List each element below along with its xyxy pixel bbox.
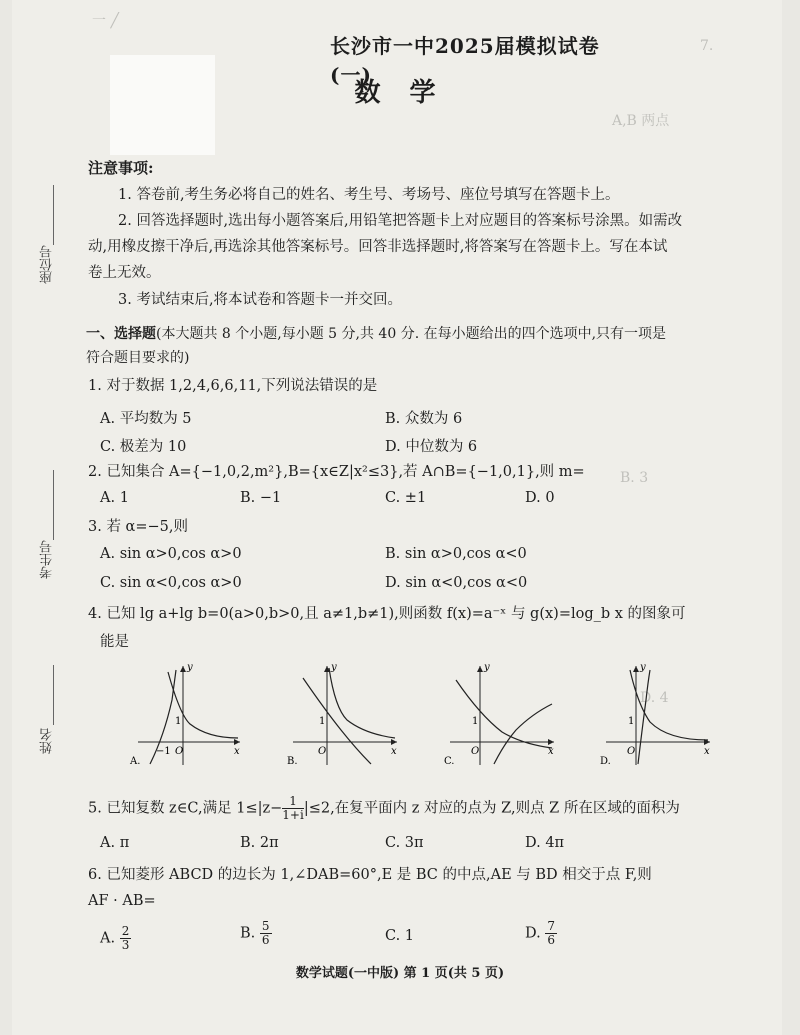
q1-option-a: A. 平均数为 5 bbox=[100, 411, 192, 427]
section-1-desc-1: (本大题共 8 个小题,每小题 5 分,共 40 分. 在每小题给出的四个选项中,只有一项是 bbox=[156, 326, 667, 342]
q5-option-b: B. 2π bbox=[240, 835, 279, 851]
side-label-seat: 座位号 bbox=[40, 245, 55, 284]
q6-option-d bbox=[525, 920, 557, 947]
q5-frac-num: 1 bbox=[282, 795, 304, 809]
q6-a-num: 2 bbox=[121, 924, 130, 938]
q4-stem-1: 4. 已知 lg a+lg b=0(a>0,b>0,且 a≠1,b≠1),则函数 f(x)=a⁻ˣ 与 g(x)=log_b x 的图象可 bbox=[88, 606, 686, 622]
q5-option-a: A. π bbox=[100, 835, 130, 851]
q4d-origin: O bbox=[627, 746, 636, 757]
q6-b-label: B. bbox=[240, 925, 256, 942]
side-label-name: 姓名 bbox=[40, 728, 55, 754]
q6-d-num: 7 bbox=[547, 919, 555, 933]
note-2b: 动,用橡皮擦干净后,再选涂其他答案标号。回答非选择题时,将答案写在答题卡上。写在本试 bbox=[88, 239, 668, 255]
q5-fraction bbox=[282, 795, 304, 822]
subject-title: 数 学 bbox=[354, 78, 446, 108]
q4-graph-c bbox=[442, 660, 562, 770]
q1-option-b: B. 众数为 6 bbox=[385, 411, 463, 427]
q4d-axis-x: x bbox=[704, 746, 710, 757]
q3-stem: 3. 若 α=−5,则 bbox=[88, 519, 188, 535]
side-line-seat bbox=[53, 185, 54, 245]
q4a-origin: O bbox=[175, 746, 184, 757]
q1-option-c: C. 极差为 10 bbox=[100, 439, 187, 455]
q2-option-a: A. 1 bbox=[100, 490, 129, 506]
q4c-label: C. bbox=[444, 756, 455, 767]
q6-stem-2: AF · AB= bbox=[88, 893, 156, 909]
bleed-through-right-4: D. 4 bbox=[640, 690, 669, 706]
q4d-axis-y: y bbox=[640, 662, 646, 673]
notes-heading: 注意事项: bbox=[88, 159, 154, 177]
q6-option-a bbox=[100, 925, 131, 952]
page-footer: 数学试题(一中版) 第 1 页(共 5 页) bbox=[295, 966, 505, 981]
note-1: 1. 答卷前,考生务必将自己的姓名、考生号、考场号、座位号填写在答题卡上。 bbox=[118, 187, 620, 203]
q2-stem: 2. 已知集合 A={−1,0,2,m²},B={x∈Z|x²≤3},若 A∩B={−1,0,1},则 m= bbox=[88, 464, 585, 480]
q6-a-label: A. bbox=[100, 930, 116, 947]
note-2c: 卷上无效。 bbox=[88, 265, 161, 281]
note-3: 3. 考试结束后,将本试卷和答题卡一并交回。 bbox=[118, 292, 403, 308]
q4-graph-a bbox=[128, 660, 248, 770]
note-2a: 2. 回答选择题时,选出每小题答案后,用铅笔把答题卡上对应题目的答案标号涂黑。如需改 bbox=[118, 213, 683, 229]
q4b-origin: O bbox=[318, 746, 327, 757]
q4a-axis-x: x bbox=[234, 746, 240, 757]
q6-a-den: 3 bbox=[121, 938, 130, 952]
section-1-heading bbox=[86, 322, 726, 370]
q4a-axis-y: y bbox=[187, 662, 193, 673]
q3-option-b: B. sin α>0,cos α<0 bbox=[385, 546, 527, 562]
bleed-through-top-left: 一 ╱ bbox=[92, 13, 119, 29]
q5-option-d: D. 4π bbox=[525, 835, 565, 851]
q2-option-d: D. 0 bbox=[525, 490, 555, 506]
q6-b-num: 5 bbox=[261, 919, 270, 933]
q4d-label: D. bbox=[600, 756, 611, 767]
q5-stem-a: 5. 已知复数 z∈C,满足 1≤|z− bbox=[88, 800, 283, 817]
side-label-exam-id: 考生号 bbox=[40, 540, 55, 579]
q1-option-d: D. 中位数为 6 bbox=[385, 439, 478, 455]
section-1-title: 一、选择题 bbox=[86, 326, 156, 342]
exam-title: 长沙市一中2025届模拟试卷(一) bbox=[330, 34, 600, 87]
q6-b-fraction bbox=[260, 920, 272, 947]
bleed-through-right-1: 7. bbox=[700, 38, 714, 54]
q2-option-c: C. ±1 bbox=[385, 490, 427, 506]
q4-stem-2: 能是 bbox=[100, 634, 129, 650]
q6-option-c: C. 1 bbox=[385, 928, 415, 944]
q6-a-fraction bbox=[120, 925, 132, 952]
q5-stem bbox=[88, 795, 680, 822]
q4a-label: A. bbox=[130, 756, 141, 767]
side-line-name bbox=[53, 665, 54, 725]
q4-graph-b bbox=[285, 660, 405, 770]
bleed-through-right-2: A,B 两点 bbox=[612, 113, 670, 129]
q4b-tick-1: 1 bbox=[319, 716, 326, 727]
q5-frac-den: 1+i bbox=[282, 808, 304, 822]
q6-b-den: 6 bbox=[261, 933, 270, 947]
q6-option-b bbox=[240, 920, 272, 947]
q4a-tick-neg1: −1 bbox=[156, 746, 171, 757]
q4-graph-d bbox=[598, 660, 718, 770]
q6-d-fraction bbox=[545, 920, 557, 947]
q6-d-label: D. bbox=[525, 925, 541, 942]
q6-stem-1: 6. 已知菱形 ABCD 的边长为 1,∠DAB=60°,E 是 BC 的中点,AE 与 BD 相交于点 F,则 bbox=[88, 867, 652, 883]
q5-stem-b: |≤2,在复平面内 z 对应的点为 Z,则点 Z 所在区域的面积为 bbox=[303, 800, 680, 817]
q5-option-c: C. 3π bbox=[385, 835, 424, 851]
q3-option-a: A. sin α>0,cos α>0 bbox=[100, 546, 242, 562]
q4a-tick-1: 1 bbox=[175, 716, 182, 727]
q4c-axis-x: x bbox=[548, 746, 554, 757]
q4b-axis-y: y bbox=[331, 662, 337, 673]
q4b-label: B. bbox=[287, 756, 298, 767]
section-1-desc-2: 符合题目要求的) bbox=[86, 350, 190, 366]
bleed-through-right-3: B. 3 bbox=[620, 470, 649, 486]
q4c-tick-1: 1 bbox=[472, 716, 479, 727]
q1-stem: 1. 对于数据 1,2,4,6,6,11,下列说法错误的是 bbox=[88, 378, 378, 394]
q4d-tick-1: 1 bbox=[628, 716, 635, 727]
q3-option-c: C. sin α<0,cos α>0 bbox=[100, 575, 242, 591]
q3-option-d: D. sin α<0,cos α<0 bbox=[385, 575, 528, 591]
q4c-axis-y: y bbox=[484, 662, 490, 673]
q6-d-den: 6 bbox=[547, 933, 555, 947]
q4c-origin: O bbox=[471, 746, 480, 757]
q4b-axis-x: x bbox=[391, 746, 397, 757]
q2-option-b: B. −1 bbox=[240, 490, 282, 506]
side-line-exam-id bbox=[53, 470, 54, 540]
